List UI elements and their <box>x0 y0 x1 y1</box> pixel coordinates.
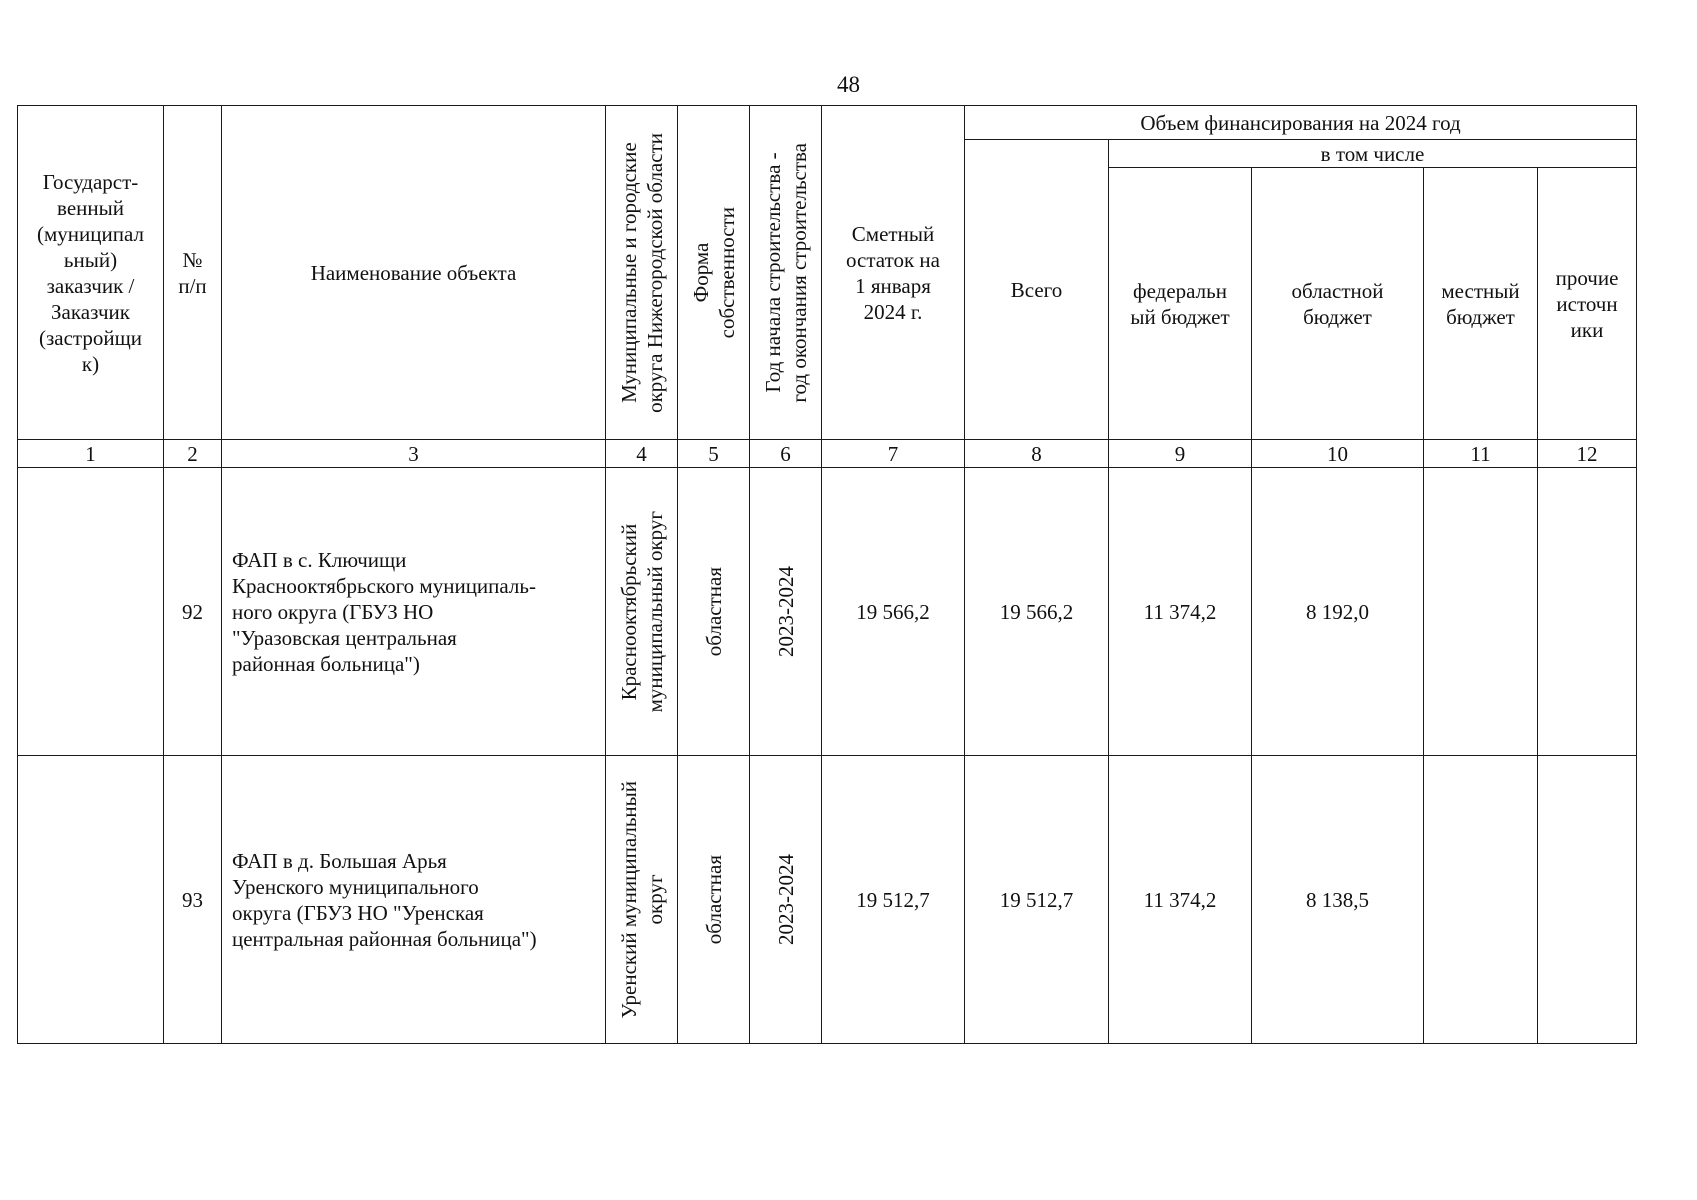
column-number: 6 <box>750 440 822 468</box>
row-number: 92 <box>164 468 222 756</box>
header-estimate: Сметный остаток на 1 января 2024 г. <box>822 106 965 440</box>
column-number: 5 <box>678 440 750 468</box>
column-number: 2 <box>164 440 222 468</box>
header-municipality: Муниципальные и городские округа Нижегородской области <box>606 106 678 440</box>
row-number: 93 <box>164 756 222 1044</box>
row-customer <box>18 756 164 1044</box>
column-number: 10 <box>1252 440 1424 468</box>
row-total: 19 512,7 <box>965 756 1109 1044</box>
header-number: № п/п <box>164 106 222 440</box>
row-other <box>1538 756 1637 1044</box>
column-number: 4 <box>606 440 678 468</box>
row-federal: 11 374,2 <box>1109 468 1252 756</box>
row-regional: 8 192,0 <box>1252 468 1424 756</box>
column-number: 9 <box>1109 440 1252 468</box>
column-number: 12 <box>1538 440 1637 468</box>
row-federal: 11 374,2 <box>1109 756 1252 1044</box>
header-object-name: Наименование объекта <box>222 106 606 440</box>
row-other <box>1538 468 1637 756</box>
header-years: Год начала строительства - год окончания строительства <box>750 106 822 440</box>
row-years: 2023-2024 <box>750 468 822 756</box>
row-object-name: ФАП в д. Большая Арья Уренского муниципального округа (ГБУЗ НО "Уренская центральная районная больница") <box>222 756 606 1044</box>
header-customer: Государст- венный (муниципал ьный) заказчик / Заказчик (застройщи к) <box>18 106 164 440</box>
row-local <box>1424 756 1538 1044</box>
column-numbers-row <box>18 440 1637 468</box>
row-estimate: 19 512,7 <box>822 756 965 1044</box>
row-municipality: Краснооктябрьский муниципальный округ <box>606 468 678 756</box>
column-number: 11 <box>1424 440 1538 468</box>
table-row <box>18 468 1637 756</box>
row-local <box>1424 468 1538 756</box>
header-local: местный бюджет <box>1424 168 1538 440</box>
column-number: 1 <box>18 440 164 468</box>
row-estimate: 19 566,2 <box>822 468 965 756</box>
row-total: 19 566,2 <box>965 468 1109 756</box>
row-regional: 8 138,5 <box>1252 756 1424 1044</box>
row-years: 2023-2024 <box>750 756 822 1044</box>
column-number: 7 <box>822 440 965 468</box>
table-row <box>18 756 1637 1044</box>
row-municipality: Уренский муниципальный округ <box>606 756 678 1044</box>
header-other: прочие источн ики <box>1538 168 1637 440</box>
header-total: Всего <box>965 140 1109 440</box>
header-funding-group: Объем финансирования на 2024 год <box>965 106 1637 140</box>
row-ownership: областная <box>678 756 750 1044</box>
header-including: в том числе <box>1109 140 1637 168</box>
header-regional: областной бюджет <box>1252 168 1424 440</box>
row-object-name: ФАП в с. Ключищи Краснооктябрьского муниципаль- ного округа (ГБУЗ НО "Уразовская центральная районная больница") <box>222 468 606 756</box>
column-number: 3 <box>222 440 606 468</box>
page-number: 48 <box>837 72 860 97</box>
column-number: 8 <box>965 440 1109 468</box>
header-federal: федеральн ый бюджет <box>1109 168 1252 440</box>
financing-table <box>17 105 1637 1044</box>
row-ownership: областная <box>678 468 750 756</box>
row-customer <box>18 468 164 756</box>
header-ownership: Форма собственности <box>678 106 750 440</box>
